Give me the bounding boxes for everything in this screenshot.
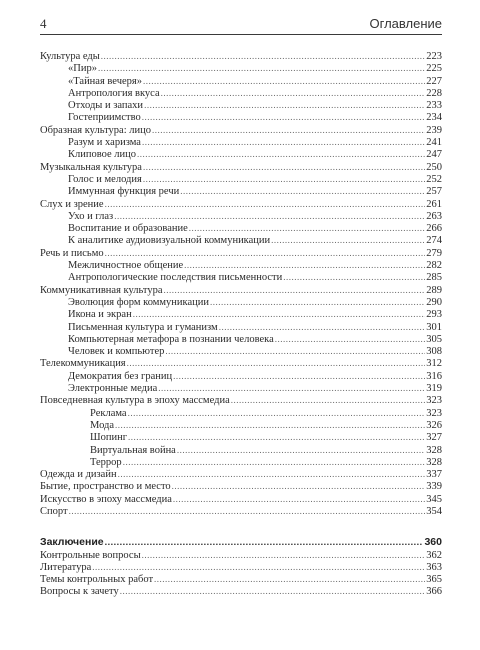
toc-entry-page: 223 bbox=[426, 51, 442, 62]
toc-entry-title: Коммуникативная культура bbox=[40, 284, 163, 296]
toc-entry-page: 319 bbox=[426, 383, 442, 395]
toc-entry-title: Ухо и глаз bbox=[68, 210, 114, 222]
toc-entry-page: 241 bbox=[426, 137, 442, 149]
dot-leader bbox=[173, 493, 425, 505]
toc-entry-page: 250 bbox=[426, 161, 442, 173]
toc-entry-title: Шопинг bbox=[90, 432, 128, 444]
toc-entry-title: Голос и мелодия bbox=[68, 173, 142, 185]
toc-entry-page: 252 bbox=[426, 173, 442, 185]
dot-leader bbox=[173, 370, 425, 382]
toc-entry-title: Эволюция форм коммуникации bbox=[68, 296, 209, 308]
toc-entry[interactable] bbox=[40, 62, 442, 74]
toc-entry[interactable] bbox=[40, 394, 442, 406]
toc-entry-page: 279 bbox=[426, 247, 442, 259]
toc-entry[interactable] bbox=[40, 234, 442, 246]
toc-entry-page: 227 bbox=[426, 75, 442, 87]
toc-entry[interactable] bbox=[40, 456, 442, 468]
toc-entry-title: Разум и харизма bbox=[68, 137, 141, 149]
section-gap bbox=[40, 517, 442, 536]
dot-leader bbox=[142, 549, 426, 561]
toc-entry[interactable] bbox=[40, 173, 442, 185]
toc-entry-page: 261 bbox=[426, 198, 442, 210]
toc-entry-title: Слух и зрение bbox=[40, 198, 104, 210]
toc-entry[interactable] bbox=[40, 259, 442, 271]
dot-leader bbox=[123, 456, 426, 468]
toc-entry-title: Террор bbox=[90, 456, 122, 468]
dot-leader bbox=[69, 505, 426, 517]
toc-entry[interactable] bbox=[40, 573, 442, 585]
toc-entry-title: Антропология вкуса bbox=[68, 87, 160, 99]
toc-entry-page: 323 bbox=[426, 395, 442, 407]
dot-leader bbox=[189, 222, 425, 234]
toc-entry[interactable] bbox=[40, 99, 442, 111]
toc-entry-page: 305 bbox=[426, 333, 442, 345]
toc-entry[interactable] bbox=[40, 561, 442, 573]
dot-leader bbox=[105, 247, 426, 259]
dot-leader bbox=[143, 75, 425, 87]
toc-entry[interactable] bbox=[40, 549, 442, 561]
toc-entry-page: 228 bbox=[426, 87, 442, 99]
toc-entry-page: 234 bbox=[426, 112, 442, 124]
toc-entry[interactable] bbox=[40, 419, 442, 431]
toc-entry[interactable] bbox=[40, 296, 442, 308]
dot-leader bbox=[120, 585, 426, 597]
dot-leader bbox=[137, 148, 425, 160]
toc-entry-title: Образная культура: лицо bbox=[40, 124, 151, 136]
toc-entry-page: 366 bbox=[426, 586, 442, 598]
toc-entry-title: «Пир» bbox=[68, 63, 97, 75]
dot-leader bbox=[128, 431, 425, 443]
dot-leader bbox=[165, 345, 425, 357]
toc-entry-title: Искусство в эпоху массмедиа bbox=[40, 493, 172, 505]
dot-leader bbox=[144, 99, 425, 111]
toc-entry-page: 257 bbox=[426, 186, 442, 198]
toc-entry-page: 289 bbox=[426, 284, 442, 296]
toc-entry-title: Человек и компьютер bbox=[68, 346, 165, 358]
dot-leader bbox=[133, 308, 426, 320]
toc-entry-title: Литература bbox=[40, 561, 92, 573]
dot-leader bbox=[177, 444, 425, 456]
toc-entry-page: 328 bbox=[426, 444, 442, 456]
dot-leader bbox=[152, 124, 425, 136]
toc-entry[interactable] bbox=[40, 87, 442, 99]
toc-entry-title: Вопросы к зачету bbox=[40, 586, 119, 598]
toc-entry[interactable] bbox=[40, 111, 442, 123]
toc-entry[interactable] bbox=[40, 431, 442, 443]
dot-leader bbox=[158, 382, 425, 394]
toc-entry-page: 363 bbox=[426, 561, 442, 573]
toc-entry-page: 282 bbox=[426, 260, 442, 272]
toc-entry[interactable] bbox=[40, 75, 442, 87]
toc-entry-title: Одежда и дизайн bbox=[40, 469, 117, 481]
toc-entry-page: 239 bbox=[426, 124, 442, 136]
toc-entry-page: 274 bbox=[426, 235, 442, 247]
toc-entry-page: 326 bbox=[426, 419, 442, 431]
dot-leader bbox=[143, 161, 425, 173]
toc-entry-title: Электронные медиа bbox=[68, 383, 158, 395]
toc-entry[interactable] bbox=[40, 357, 442, 369]
toc-entry[interactable] bbox=[40, 505, 442, 517]
toc-entry-page: 360 bbox=[424, 536, 442, 549]
dot-leader bbox=[142, 136, 425, 148]
dot-leader bbox=[271, 234, 425, 246]
dot-leader bbox=[101, 50, 425, 62]
toc-entry-title: Темы контрольных работ bbox=[40, 574, 154, 586]
dot-leader bbox=[118, 468, 426, 480]
toc-entry-title: Клиповое лицо bbox=[68, 149, 137, 161]
dot-leader bbox=[114, 210, 425, 222]
toc-entry-page: 339 bbox=[426, 481, 442, 493]
toc-entry-title: Гостеприимство bbox=[68, 112, 141, 124]
dot-leader bbox=[105, 198, 426, 210]
toc-entry[interactable] bbox=[40, 185, 442, 197]
toc-entry-title: Демократия без границ bbox=[68, 370, 173, 382]
dot-leader bbox=[105, 536, 424, 548]
toc-entry[interactable] bbox=[40, 468, 442, 480]
dot-leader bbox=[219, 321, 426, 333]
toc-entry-page: 301 bbox=[426, 321, 442, 333]
toc-entry[interactable] bbox=[40, 198, 442, 210]
dot-leader bbox=[283, 271, 425, 283]
dot-leader bbox=[154, 573, 425, 585]
dot-leader bbox=[180, 185, 425, 197]
toc-entry-title: «Тайная вечеря» bbox=[68, 75, 142, 87]
toc-entry[interactable] bbox=[40, 493, 442, 505]
toc-entry-title: Культура еды bbox=[40, 51, 100, 62]
dot-leader bbox=[184, 259, 425, 271]
toc-entry[interactable] bbox=[40, 370, 442, 382]
toc-entry-title: Антропологические последствия письменности bbox=[68, 272, 283, 284]
toc-entry-page: 225 bbox=[426, 63, 442, 75]
toc-entry[interactable] bbox=[40, 585, 442, 597]
toc-entry-page: 354 bbox=[426, 505, 442, 517]
dot-leader bbox=[161, 87, 426, 99]
toc-entry[interactable] bbox=[40, 210, 442, 222]
dot-leader bbox=[172, 480, 426, 492]
toc-entry-title: Отходы и запахи bbox=[68, 100, 144, 112]
toc-entry[interactable] bbox=[40, 536, 442, 548]
toc-entry-page: 247 bbox=[426, 149, 442, 161]
toc-entry-title: Мода bbox=[90, 419, 115, 431]
toc-entry-title: Речь и письмо bbox=[40, 247, 104, 259]
dot-leader bbox=[210, 296, 425, 308]
page-header bbox=[40, 16, 442, 35]
toc-entry[interactable] bbox=[40, 50, 442, 62]
toc-entry[interactable] bbox=[40, 382, 442, 394]
dot-leader bbox=[127, 357, 426, 369]
toc-entry-page: 365 bbox=[426, 574, 442, 586]
dot-leader bbox=[275, 333, 426, 345]
toc-entry-page: 323 bbox=[426, 407, 442, 419]
dot-leader bbox=[143, 173, 425, 185]
toc-entry-title: Реклама bbox=[90, 407, 127, 419]
toc-entry-title: Виртуальная война bbox=[90, 444, 176, 456]
toc-entry-title: Контрольные вопросы bbox=[40, 549, 141, 561]
toc-entry-title: Икона и экран bbox=[68, 309, 132, 321]
dot-leader bbox=[164, 284, 426, 296]
toc-entry[interactable] bbox=[40, 247, 442, 259]
toc-entry-title: Компьютерная метафора в познании человека bbox=[68, 333, 274, 345]
toc-entry[interactable] bbox=[40, 480, 442, 492]
toc-entry-title: Телекоммуникация bbox=[40, 358, 126, 370]
toc-entry[interactable] bbox=[40, 124, 442, 136]
table-of-contents bbox=[40, 50, 442, 598]
toc-entry-page: 337 bbox=[426, 469, 442, 481]
toc-entry-title: Иммунная функция речи bbox=[68, 186, 180, 198]
toc-entry[interactable] bbox=[40, 161, 442, 173]
toc-entry-title: Межличностное общение bbox=[68, 260, 184, 272]
toc-entry-page: 362 bbox=[426, 549, 442, 561]
toc-entry-title: Заключение bbox=[40, 536, 104, 549]
toc-entry-page: 316 bbox=[426, 370, 442, 382]
page-number: 4 bbox=[40, 16, 47, 31]
toc-entry[interactable] bbox=[40, 284, 442, 296]
toc-entry-page: 263 bbox=[426, 210, 442, 222]
toc-entry-page: 233 bbox=[426, 100, 442, 112]
toc-entry[interactable] bbox=[40, 407, 442, 419]
toc-entry[interactable] bbox=[40, 321, 442, 333]
toc-entry-page: 285 bbox=[426, 272, 442, 284]
toc-entry-title: Спорт bbox=[40, 505, 68, 517]
toc-entry[interactable] bbox=[40, 444, 442, 456]
toc-entry[interactable] bbox=[40, 333, 442, 345]
dot-leader bbox=[98, 62, 425, 74]
toc-entry-page: 312 bbox=[426, 358, 442, 370]
dot-leader bbox=[231, 394, 426, 406]
toc-entry-page: 293 bbox=[426, 309, 442, 321]
toc-entry-page: 327 bbox=[426, 432, 442, 444]
toc-entry-title: Письменная культура и гуманизм bbox=[68, 321, 218, 333]
dot-leader bbox=[128, 407, 426, 419]
toc-entry-page: 328 bbox=[426, 456, 442, 468]
toc-entry-page: 290 bbox=[426, 296, 442, 308]
toc-entry[interactable] bbox=[40, 136, 442, 148]
dot-leader bbox=[115, 419, 425, 431]
toc-entry-title: Бытие, пространство и место bbox=[40, 481, 171, 493]
toc-entry-title: Музыкальная культура bbox=[40, 161, 142, 173]
toc-entry-title: К аналитике аудиовизуальной коммуникации bbox=[68, 235, 271, 247]
dot-leader bbox=[142, 111, 426, 123]
toc-entry-page: 308 bbox=[426, 346, 442, 358]
toc-entry-title: Повседневная культура в эпоху массмедиа bbox=[40, 395, 230, 407]
dot-leader bbox=[92, 561, 425, 573]
toc-entry-page: 266 bbox=[426, 223, 442, 235]
running-title: Оглавление bbox=[369, 16, 442, 31]
toc-entry[interactable] bbox=[40, 308, 442, 320]
toc-entry-page: 345 bbox=[426, 493, 442, 505]
toc-entry-title: Воспитание и образование bbox=[68, 223, 188, 235]
toc-entry[interactable] bbox=[40, 148, 442, 160]
toc-entry[interactable] bbox=[40, 271, 442, 283]
toc-entry[interactable] bbox=[40, 345, 442, 357]
toc-entry[interactable] bbox=[40, 222, 442, 234]
